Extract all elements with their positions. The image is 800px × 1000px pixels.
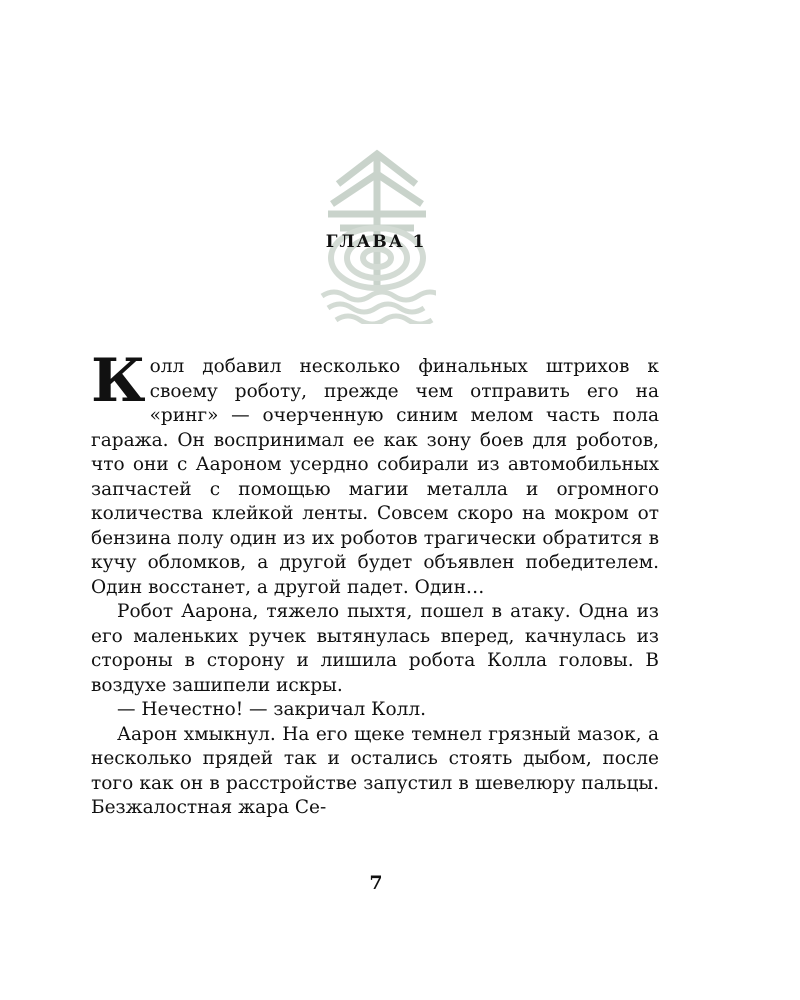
page-number: 7: [369, 872, 383, 894]
chapter-title: ГЛАВА 1: [325, 232, 427, 252]
paragraph-2: Робот Аарона, тяжело пыхтя, пошел в атаку. Одна из его маленьких ручек вытянулась вперед, качнулась из стороны в сторону и лишила робота Колла головы. В воздухе зашипели искры.: [91, 601, 659, 696]
paragraph-1-text: олл добавил несколько финальных штрихов к своему роботу, прежде чем отправить его на «ринг» — очерченную синим мелом часть пола гаража. Он воспринимал ее как зону боев для роботов, что они с Аароном усердно собирали из автомобильных запчастей с помощью магии металла и огромного количества клейкой ленты. Совсем скоро на мокром от бензина полу один из их роботов трагически обратится в кучу обломков, а другой будет объявлен победителем. Один восстанет, а другой падет. Один…: [91, 356, 659, 598]
paragraph-1: [91, 346, 659, 600]
paragraph-3: — Нечестно! — закричал Колл.: [117, 699, 426, 720]
paragraph-4: Аарон хмыкнул. На его щеке темнел грязный мазок, а несколько прядей так и остались стоять дыбом, после того как он в расстройстве запустил в шевелюру пальцы. Безжалостная жара Се-: [91, 723, 659, 818]
chapter-body: [91, 346, 659, 821]
drop-cap: К: [91, 346, 146, 416]
